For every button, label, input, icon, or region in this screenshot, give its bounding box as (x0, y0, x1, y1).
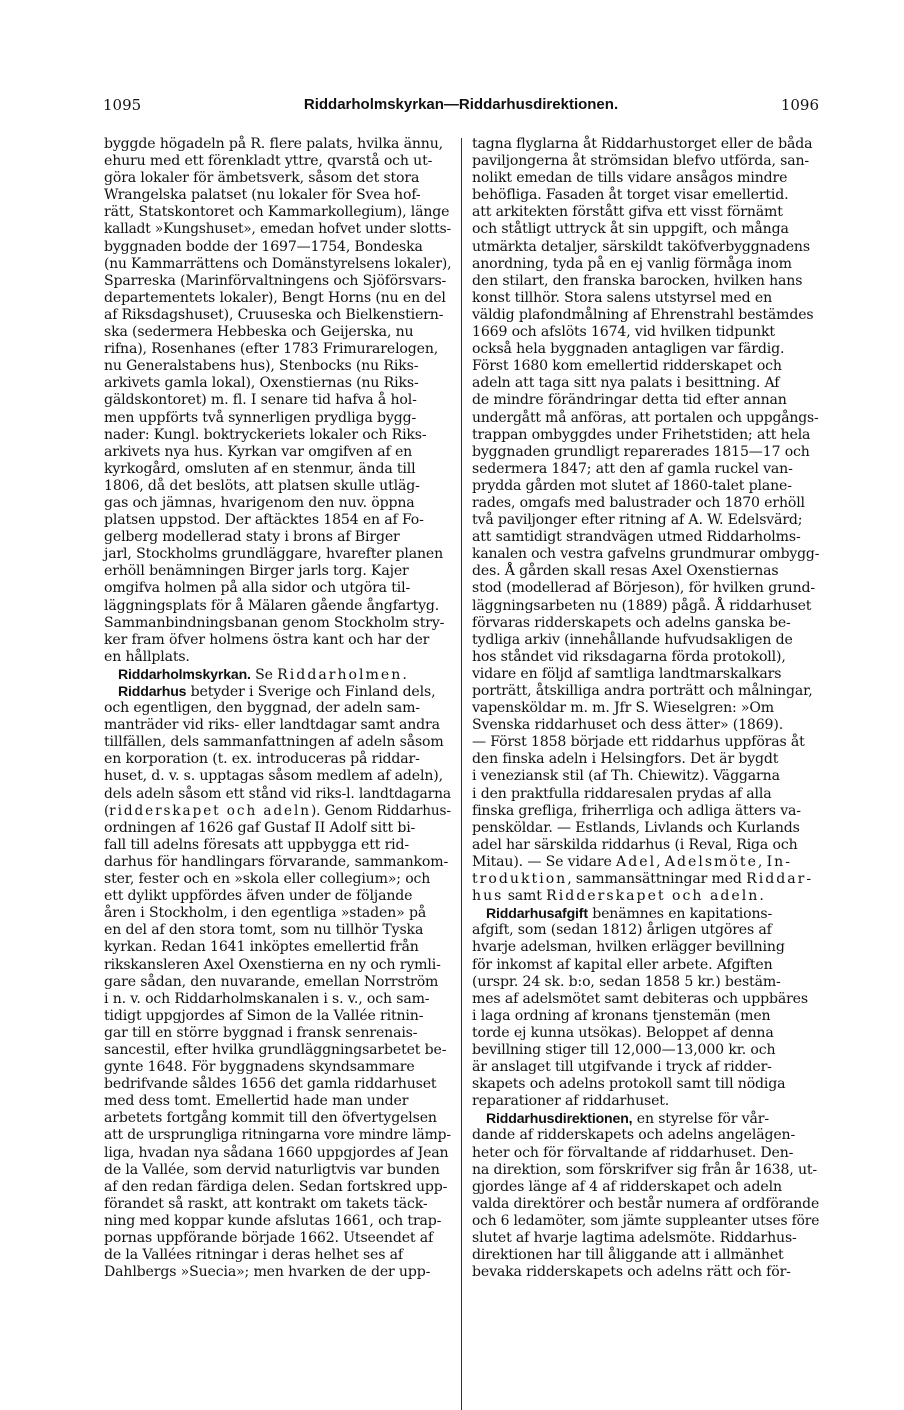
text-line (472, 444, 819, 461)
text-line (104, 461, 451, 478)
text-segment: erhöll benämningen Birger jarls torg. Kajer (104, 563, 409, 580)
text-segment: slutet af hvarje lagtima adelsmöte. Riddarhus- (472, 1230, 797, 1246)
text-segment: Adelsmöte (664, 853, 758, 870)
text-line (104, 341, 451, 358)
text-line (472, 1093, 819, 1110)
text-line (104, 153, 451, 170)
text-line (104, 444, 451, 461)
text-segment: Se (250, 666, 278, 683)
text-line (472, 409, 819, 427)
text-line (472, 786, 819, 803)
page-number-right: 1096 (780, 96, 819, 114)
text-line (104, 495, 451, 512)
text-segment: förvaras ridderskapets och adelns ganska be- (472, 614, 791, 631)
text-segment: en styrelse för vår- (632, 1111, 769, 1128)
text-line (472, 632, 819, 649)
text-line (104, 768, 451, 785)
text-line (104, 1127, 451, 1144)
text-segment: bedrifvande såldes 1656 det gamla riddarhuset (104, 1076, 437, 1093)
text-segment: åren i Stockholm, i den egentliga »staden» på (104, 905, 427, 922)
text-segment: ehuru med ett förenkladt yttre, qvarstå och ut- (104, 153, 433, 170)
text-segment: gynte 1648. För byggnadens skyndsammare (104, 1059, 415, 1076)
text-line (104, 888, 451, 905)
text-line (104, 1076, 451, 1093)
text-line (104, 820, 451, 837)
text-line (104, 221, 451, 238)
text-segment: att de ursprungliga ritningarna vore mindre lämp- (104, 1127, 451, 1144)
text-line (104, 392, 451, 409)
text-segment: de la Vallées ritningar i deras helhet ses af (104, 1247, 403, 1264)
text-line (104, 1008, 451, 1025)
text-segment: dande af ridderskapets och adelns angelägen- (472, 1127, 796, 1144)
text-segment: 1669 och afslöts 1674, vid hvilken tidpunkt (472, 324, 775, 341)
text-segment: Riddar- (746, 871, 814, 888)
text-segment: Sparreska (Marinförvaltningens och Sjöförsvars- (104, 272, 447, 289)
text-line (104, 939, 451, 956)
text-line (104, 1179, 451, 1196)
text-line (104, 239, 451, 256)
text-segment: en hållplats. (104, 648, 190, 665)
text-line (104, 598, 451, 615)
text-line (472, 1025, 819, 1042)
text-line (472, 358, 819, 375)
text-segment: bevaka ridderskapets och adelns rätt och för- (472, 1264, 791, 1281)
text-segment: förandet så raskt, att kontrakt om takets täck- (104, 1195, 428, 1212)
text-line (104, 1110, 451, 1127)
text-line (472, 256, 819, 273)
text-line (472, 1059, 819, 1076)
text-line (472, 837, 819, 854)
text-line (104, 1213, 451, 1230)
text-line (104, 1093, 451, 1110)
text-segment: läggningsplats för å Mälaren gående ångfartyg. (104, 597, 440, 614)
text-line (472, 1145, 819, 1162)
text-line (104, 187, 451, 204)
text-segment: trappan ombyggdes under Frihetstiden; att hela (472, 426, 811, 443)
text-segment: med dess tomt. Emellertid hade man under (104, 1093, 409, 1110)
text-segment: benämnes en kapitations- (587, 906, 773, 923)
text-segment: valda direktörer och består numera af ordförande (472, 1195, 820, 1212)
text-line (472, 957, 819, 974)
text-segment: i n. v. och Riddarholmskanalen i s. v., och sam- (104, 990, 430, 1007)
text-line (104, 666, 451, 683)
text-line (104, 1025, 451, 1042)
text-line (104, 905, 451, 922)
page-header (103, 96, 819, 120)
text-segment: jarl, Stockholms grundläggare, hvarefter planen (104, 546, 444, 563)
entry-headword: Riddarhusdirektionen, (486, 1110, 633, 1127)
text-line (472, 922, 819, 939)
text-line (472, 1264, 819, 1281)
text-line (472, 598, 819, 615)
text-line (472, 307, 819, 324)
text-segment: departementets lokaler), Bengt Horns (nu en del (104, 289, 446, 306)
text-line (104, 529, 451, 546)
text-segment: en del af den stora tomt, som nu tillhör Tyska (104, 922, 424, 939)
text-line (104, 785, 451, 803)
text-segment: Svenska riddarhuset och dess ätter» (1869). (472, 717, 784, 734)
text-line (104, 580, 451, 597)
text-segment: en korporation (t. ex. introduceras på riddar- (104, 751, 420, 768)
text-line (472, 546, 820, 563)
text-line (104, 854, 451, 871)
text-segment: mes af adelsmötet samt debiteras och uppbäres (472, 990, 808, 1007)
text-segment: ordningen af 1626 gaf Gustaf II Adolf sitt bi- (104, 819, 416, 836)
entry-headword: Riddarhusafgift (486, 905, 588, 922)
text-line (104, 974, 451, 991)
text-segment: gas och jämnas, hvarigenom den nuv. öppna (104, 494, 415, 511)
text-line (104, 683, 451, 700)
text-line (472, 888, 819, 905)
text-segment: Riddarholmen. (277, 666, 409, 683)
text-segment: ). Genom Riddarhus- (310, 802, 451, 819)
text-segment: stod (modellerad af Börjeson), för hvilken grund- (472, 580, 815, 597)
text-line (104, 922, 451, 939)
text-line (104, 717, 451, 734)
text-segment: af den redan färdiga delen. Sedan fortskred upp- (104, 1178, 448, 1195)
text-segment: undergått må anföras, att portalen och uppgångs- (472, 409, 819, 426)
text-segment: rifna), Rosenhanes (efter 1783 Frimurarelogen, (104, 341, 439, 358)
text-line (104, 700, 451, 717)
text-line (104, 615, 451, 632)
text-segment: nolikt emedan de tills vidare ansågos mindre (472, 170, 788, 187)
text-segment: behöfliga. Fasaden åt torget visar emellertid. (472, 187, 789, 204)
text-line (472, 803, 819, 820)
text-line (472, 341, 819, 358)
text-line (104, 957, 451, 974)
text-line (104, 751, 451, 768)
text-line (104, 170, 451, 187)
text-line (104, 1162, 451, 1179)
text-line (104, 991, 451, 1008)
text-line (472, 1110, 819, 1127)
text-line (104, 1196, 451, 1213)
text-line (472, 1042, 819, 1059)
text-segment: läggningsarbeten nu (1889) pågå. Å riddarhuset (472, 597, 812, 614)
text-line (472, 239, 819, 256)
text-line (472, 820, 819, 837)
text-segment: i veneziansk stil (af Th. Chiewitz). Väggarna (472, 768, 780, 785)
text-segment: Adel (616, 853, 657, 870)
text-segment: är anslaget till utgifvande i tryck af ridder- (472, 1059, 772, 1076)
text-line (104, 1230, 451, 1247)
text-segment: arbetets fortgång kommit till den öfvertygelsen (104, 1110, 437, 1127)
text-segment: paviljongerna åt strömsidan blefvo utförda, san- (472, 153, 809, 170)
text-line (104, 1059, 451, 1076)
text-segment: kalladt »Kungshuset», emedan hofvet under slotts- (104, 221, 451, 238)
text-line (472, 324, 819, 341)
text-segment: utmärkta detaljer, särskildt taköfverbyggnadens (472, 238, 810, 255)
text-segment: direktionen har till åliggande att i allmänhet (472, 1247, 784, 1264)
text-line (104, 204, 451, 221)
text-line (472, 734, 819, 751)
text-line (104, 375, 451, 392)
text-line (104, 427, 451, 444)
text-segment: ster, fester och en »skola eller collegium»; och (104, 871, 431, 888)
text-line (104, 410, 451, 427)
text-segment: , (656, 853, 665, 870)
text-segment: heter och för förvaltande af riddarhuset. Den- (472, 1144, 794, 1161)
text-segment: manträder vid riks- eller landtdagar samt andra (104, 717, 440, 734)
text-segment: (urspr. 24 sk. b:o, sedan 1858 5 kr.) bestäm- (472, 973, 781, 990)
text-segment: kyrkogård, omsluten af en stenmur, ända till (104, 460, 416, 477)
text-segment: platsen uppstod. Der aftäcktes 1854 en af Fo- (104, 512, 424, 529)
text-line (104, 307, 451, 324)
text-line (472, 1162, 819, 1179)
entry-headword: Riddarhus (118, 683, 187, 699)
text-segment: för inkomst af kapital eller arbete. Afgiften (472, 956, 773, 973)
text-segment: byggnaden grundligt reparerades 1815—17 och (472, 443, 810, 460)
text-segment: Mitau). — Se vidare (472, 853, 617, 870)
text-segment: Sammanbindningsbanan genom Stockholm stry- (104, 614, 445, 631)
text-line (104, 478, 451, 495)
text-line (472, 153, 819, 170)
entry-headword: Riddarholmskyrkan. (118, 665, 251, 682)
text-segment: och ståtligt uttryck åt sin uppgift, och många (472, 221, 789, 238)
text-line (472, 700, 819, 717)
text-segment: huset, d. v. s. upptagas såsom medlem af adeln), (104, 768, 443, 785)
text-segment: na direktion, som förskrifver sig från år 1638, ut- (472, 1161, 818, 1178)
text-segment: de mindre förändringar detta tid efter annan (472, 392, 787, 409)
text-line (472, 905, 819, 922)
text-line (104, 802, 451, 820)
text-segment: adel har särskilda riddarhus (i Reval, Riga och (472, 836, 798, 853)
text-segment: sedermera 1847; att den af gamla ruckel van- (472, 460, 793, 477)
text-line (472, 1127, 819, 1144)
text-segment: rikskansleren Axel Oxenstierna en ny och rymli- (104, 956, 441, 973)
text-line (472, 1008, 819, 1025)
text-line (104, 632, 451, 649)
text-segment: afgift, som (sedan 1812) årligen utgöres af (472, 922, 772, 939)
text-segment: gare sådan, den nuvarande, emellan Norrström (104, 973, 439, 990)
text-segment: att arkitekten förstått gifva ett visst förnämt (472, 204, 783, 221)
text-line (104, 649, 451, 666)
text-segment: väldig plafondmålning af Ehrenstrahl bestämdes (472, 306, 814, 323)
text-segment: liga, hvadan nya sådana 1660 uppgjordes af Jean (104, 1144, 449, 1161)
text-line (472, 221, 819, 238)
text-segment: byggde högadeln på R. flere palats, hvilka ännu, (104, 136, 443, 152)
text-segment: kyrkan. Redan 1641 inköptes emellertid från (104, 939, 419, 956)
text-line (472, 136, 819, 153)
text-segment: två paviljonger efter ritning af A. W. Edelsvärd; (472, 512, 803, 529)
text-segment: vapensköldar m. m. Jfr S. Wieselgren: »Om (472, 700, 775, 717)
text-segment: i laga ordning af kronans tjenstemän (men (472, 1007, 771, 1024)
text-line (472, 290, 819, 307)
text-line (472, 204, 819, 221)
page-number-left: 1095 (103, 96, 142, 114)
text-segment: reparationer af riddarhuset. (472, 1093, 670, 1110)
text-segment: , (757, 853, 767, 870)
text-segment: betyder i Sverige och Finland dels, (186, 684, 436, 700)
text-segment: arkivets gamla lokal), Oxenstiernas (nu Riks- (104, 375, 419, 392)
text-line (472, 478, 819, 495)
text-segment: fall till adelns föresats att uppbygga ett rid- (104, 836, 410, 853)
text-segment: de la Vallée, som dervid naturligtvis var bunden (104, 1161, 440, 1178)
text-segment: Dahlbergs »Suecia»; men hvarken de der upp- (104, 1264, 431, 1281)
text-segment: sancestil, efter hvilka grundläggningsarbetet be- (104, 1041, 447, 1058)
text-segment: ker fram öfver holmens östra kant och har der (104, 631, 430, 648)
text-segment: dels adeln såsom ett stånd vid riks-l. landtdagarna (104, 785, 451, 802)
text-line (104, 563, 451, 580)
text-line (472, 170, 819, 187)
text-line (472, 1230, 819, 1247)
text-line (472, 273, 819, 290)
text-line (472, 717, 819, 734)
text-segment: porträtt, åtskilliga andra porträtt och målningar, (472, 683, 813, 699)
text-segment: 1806, då det beslöts, att platsen skulle utläg- (104, 477, 420, 494)
text-line (472, 768, 819, 785)
text-line (104, 871, 451, 888)
text-segment: nu Generalstabens hus), Stenbocks (nu Riks- (104, 358, 419, 375)
text-line (472, 751, 819, 768)
text-segment: byggnaden bodde der 1697—1754, Bondeska (104, 238, 423, 255)
text-segment: adeln att taga sitt nya palats i besittning. Af (472, 375, 780, 392)
text-line (472, 871, 819, 888)
text-line (472, 939, 819, 956)
text-line (472, 563, 819, 580)
text-segment: vidare en följd af samtliga landtmarskalkars (472, 665, 782, 682)
text-segment: och egentligen, den byggnad, der adeln sam- (104, 700, 420, 717)
text-line (104, 255, 452, 273)
text-segment: Ridderskapet och adeln (546, 888, 760, 905)
text-segment: rades, omgafs med balustrader och 1870 erhöll (472, 494, 805, 511)
text-line (472, 1247, 819, 1264)
text-segment: arkivets nya hus. Kyrkan var omgifven af en (104, 443, 413, 460)
text-line (104, 273, 451, 290)
text-segment: af Riksdagshuset), Cruuseska och Bielkenstiern- (104, 306, 444, 323)
right-column (472, 136, 819, 1281)
text-segment: tydliga arkiv (innehållande hufvudsakligen de (472, 631, 793, 648)
text-segment: den stilart, den franska barocken, hvilken hans (472, 272, 803, 289)
text-segment: och 6 ledamöter, som jämte suppleanter utses före (472, 1212, 820, 1229)
text-segment: hvarje adelsman, hvilken erlägger bevillning (472, 939, 785, 956)
text-line (472, 1179, 819, 1196)
text-line (472, 461, 819, 478)
text-segment: pensköldar. — Estlands, Livlands och Kurlands (472, 819, 800, 836)
text-segment: i den praktfulla riddaresalen prydas af alla (472, 785, 772, 802)
text-line (472, 615, 819, 632)
text-segment: göra lokaler för ämbetsverk, såsom det stora (104, 170, 420, 187)
text-line (104, 1145, 451, 1162)
text-segment: nader: Kungl. boktryckeriets lokaler och Riks- (104, 426, 427, 443)
text-segment: tillfällen, dels sammanfattningen af adeln såsom (104, 734, 444, 751)
text-segment: rätt, Statskontoret och Kammarkollegium), länge (104, 204, 450, 221)
text-segment: den finska adeln i Helsingfors. Det är bygdt (472, 751, 779, 768)
text-line (472, 649, 819, 666)
text-segment: samt (503, 888, 547, 905)
text-segment: hos ståndet vid riksdagarna förda protokoll), (472, 648, 786, 665)
text-segment: Först 1680 kom emellertid ridderskapet och (472, 358, 782, 375)
text-line (472, 427, 819, 444)
text-line (104, 837, 451, 854)
text-line (472, 495, 819, 512)
running-title: Riddarholmskyrkan—Riddarhusdirektionen. (303, 96, 619, 113)
text-line (472, 375, 819, 392)
text-line (472, 392, 819, 409)
text-segment: kanalen och vestra gafvelns grundmurar ombygg- (472, 546, 820, 563)
text-line (104, 546, 451, 563)
text-segment: (nu Kammarrättens och Domänstyrelsens lokaler), (104, 255, 452, 272)
text-line (472, 580, 819, 597)
text-line (104, 1247, 451, 1264)
text-line (104, 290, 451, 307)
text-line (472, 187, 819, 204)
text-segment: konst tillhör. Stora salens utstyrsel med en (472, 289, 772, 306)
text-line (104, 1264, 451, 1281)
text-line (472, 991, 819, 1008)
text-line (472, 1212, 820, 1230)
text-segment: — Först 1858 började ett riddarhus uppföras åt (472, 734, 805, 751)
text-line (104, 358, 451, 375)
text-segment: pornas uppförande började 1662. Utseendet af (104, 1230, 434, 1246)
text-line (104, 324, 451, 341)
text-segment: hus (472, 888, 504, 905)
text-segment: gäldskontoret) m. fl. I senare tid hafva å hol- (104, 392, 417, 409)
text-segment: att samtidigt strandvägen utmed Riddarholms- (472, 529, 801, 546)
text-segment: . (759, 888, 764, 905)
text-segment: skapets och adelns protokoll samt till nödiga (472, 1076, 786, 1093)
left-column (104, 136, 451, 1281)
text-line (472, 512, 819, 529)
text-segment: gjordes länge af 4 af ridderskapet och adeln (472, 1178, 782, 1195)
text-segment: troduktion (472, 871, 568, 888)
text-segment: des. Å gården skall resas Axel Oxenstiernas (472, 563, 779, 580)
text-line (472, 529, 819, 546)
text-line (104, 136, 451, 153)
text-line (104, 1042, 451, 1059)
text-line (472, 1195, 820, 1213)
text-segment: ( (104, 802, 110, 819)
text-line (472, 974, 819, 991)
text-segment: finska grefliga, friherrliga och adliga ätters va- (472, 802, 801, 819)
text-segment: darhus för handlingars förvarande, sammankom- (104, 853, 449, 870)
text-segment: gelberg modellerad staty i brons af Birger (104, 529, 400, 546)
text-segment: In- (766, 853, 793, 870)
text-segment: anordning, tyda på en ej vanlig förmåga inom (472, 255, 792, 272)
text-segment: tagna flyglarna åt Riddarhustorget eller de båda (472, 136, 813, 152)
text-segment: prydda gården mot slutet af 1860-talet plane- (472, 477, 792, 494)
text-segment: ning med koppar kunde afslutas 1661, och trap- (104, 1212, 442, 1229)
text-segment: Wrangelska palatset (nu lokaler för Svea hof- (104, 187, 421, 204)
text-segment: ett dylikt uppfördes äfven under de följande (104, 888, 413, 905)
text-line (472, 1076, 819, 1093)
text-segment: torde ej kunna utsökas). Beloppet af denna (472, 1024, 774, 1041)
text-segment: bevillning stiger till 12,000—13,000 kr. och (472, 1041, 776, 1058)
text-segment: ska (sedermera Hebbeska och Geijerska, nu (104, 324, 414, 341)
text-segment: men uppförts två synnerligen prydliga bygg- (104, 409, 417, 426)
text-segment: också hela byggnaden antagligen var färdig. (472, 341, 785, 358)
text-line (104, 734, 451, 751)
text-segment: tidigt uppgjordes af Simon de la Vallée ritnin- (104, 1007, 424, 1024)
text-segment: ridderskapet och adeln (109, 802, 311, 819)
text-line (472, 854, 819, 871)
text-line (472, 666, 819, 683)
text-segment: , sammansättningar med (567, 871, 747, 888)
column-divider (461, 138, 462, 1410)
text-line (472, 683, 819, 700)
text-segment: omgifva holmen på alla sidor och utgöra til- (104, 580, 411, 597)
text-segment: gar till en större byggnad i fransk senrenais- (104, 1024, 418, 1041)
text-line (104, 512, 451, 529)
